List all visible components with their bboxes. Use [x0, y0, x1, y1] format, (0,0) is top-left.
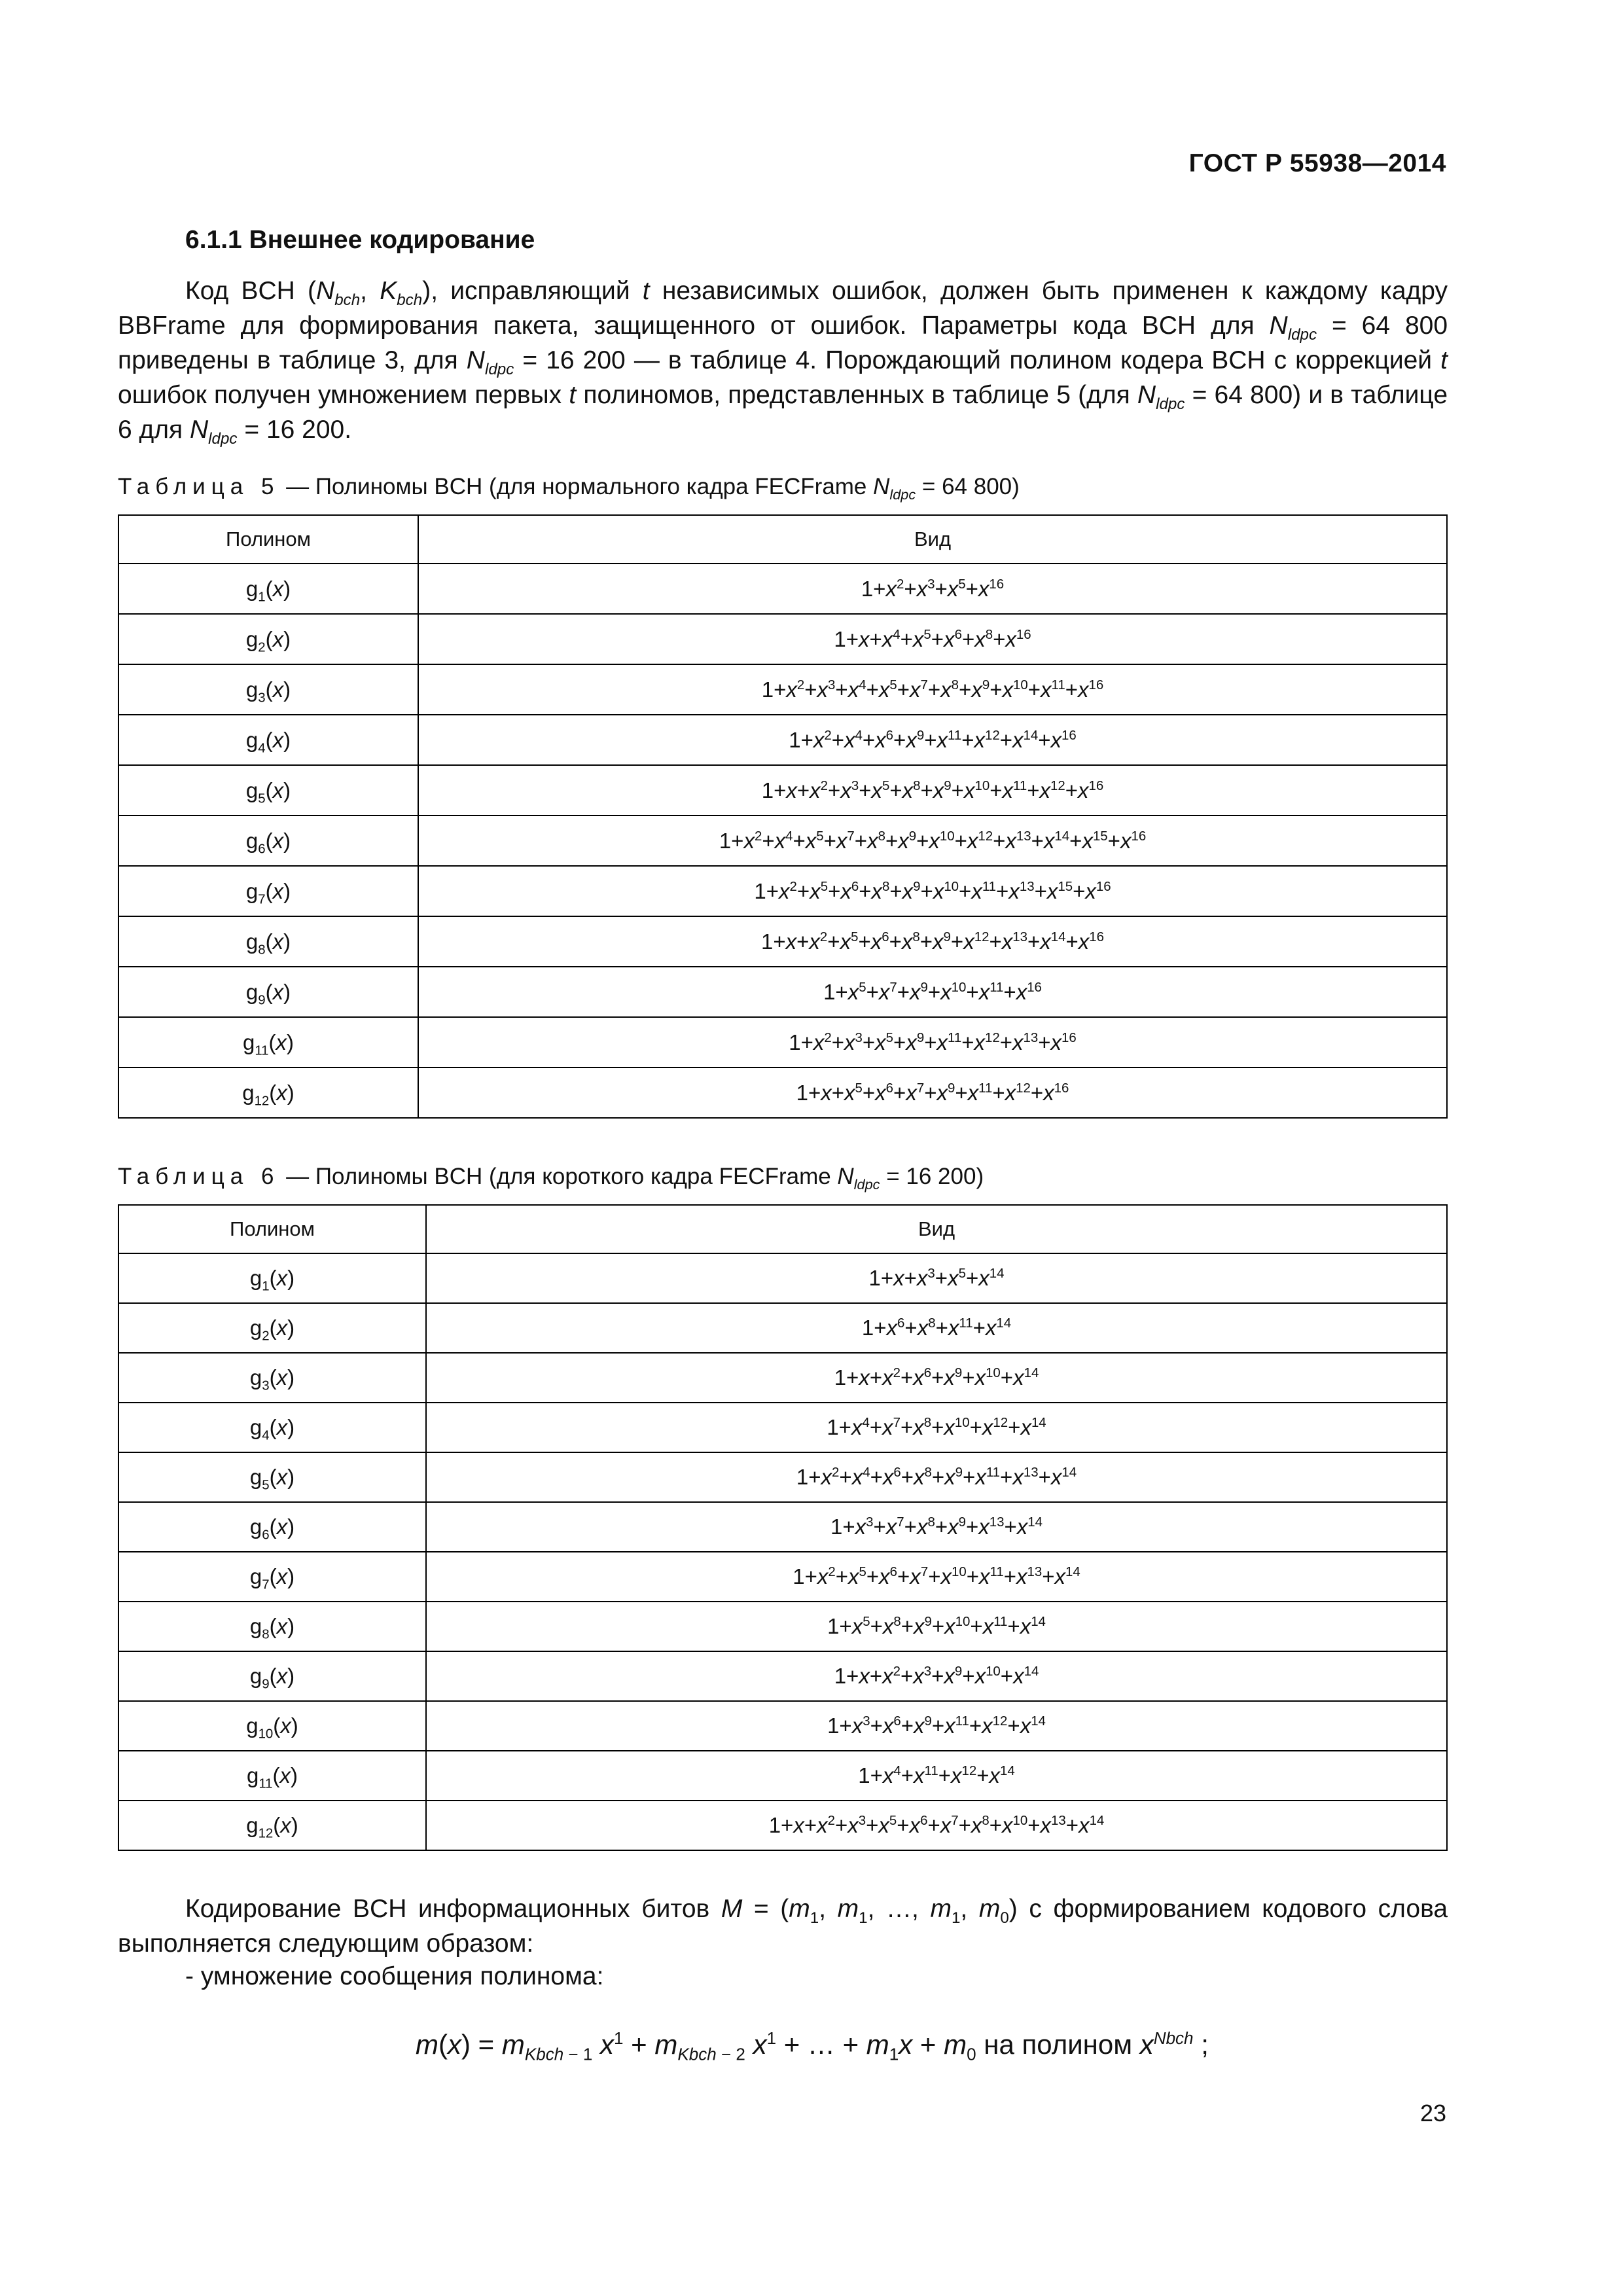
polynom-form-cell: $1+x^2+x^3+x^5+x^9+x^{11}+x^{12}+x^{13}+x^{16}$ — [418, 1017, 1447, 1067]
table-row — [118, 1602, 1447, 1651]
polynom-name-cell: $g_{12}(x)$ — [118, 1801, 426, 1850]
table-row — [118, 1353, 1447, 1403]
table-row — [118, 916, 1447, 967]
table-row — [118, 715, 1447, 765]
table-header-row — [118, 1205, 1447, 1253]
polynom-form-cell: $1+x+x^2+x^5+x^6+x^8+x^9+x^{12}+x^{13}+x^{14}+x^{16}$ — [418, 916, 1447, 967]
table-header-row — [118, 515, 1447, 564]
polynom-form-cell: $1+x+x^4+x^5+x^6+x^8+x^{16}$ — [418, 614, 1447, 664]
table5-body — [118, 564, 1447, 1118]
polynom-name-cell: $g_5(x)$ — [118, 765, 418, 816]
polynom-name-cell: $g_9(x)$ — [118, 967, 418, 1017]
table6-caption: Таблица 6 — Полиномы BCH (для короткого кадра FECFrame $N_{ldpc} = 16$ 200) — [118, 1164, 984, 1193]
table6-body — [118, 1253, 1447, 1850]
polynom-form-cell: $1+x^5+x^7+x^9+x^{10}+x^{11}+x^{16}$ — [418, 967, 1447, 1017]
polynom-form-cell: $1+x+x^3+x^5+x^{14}$ — [426, 1253, 1447, 1303]
polynom-form-cell: $1+x+x^2+x^3+x^5+x^6+x^7+x^8+x^{10}+x^{13}+x^{14}$ — [426, 1801, 1447, 1850]
polynom-form-cell: $1+x^4+x^{11}+x^{12}+x^{14}$ — [426, 1751, 1447, 1801]
polynom-form-cell: $1+x^5+x^8+x^9+x^{10}+x^{11}+x^{14}$ — [426, 1602, 1447, 1651]
polynom-form-cell: $1+x+x^2+x^3+x^5+x^8+x^9+x^{10}+x^{11}+x^{12}+x^{16}$ — [418, 765, 1447, 816]
intro-paragraph: Код BCH ($N_{bch}$, $K_{bch}$), исправляющий t независимых ошибок, должен быть применен к каждому кадру BBFrame для формирования пакета, защищенного от ошибок. Параметры кода BCH для $N_{ldpc} = 64$ 800 приведены в таблице 3, для $N_{ldpc} = 16$ 200 — в таблице 4. Порождающий полином кодера BCH с коррекцией t ошибок получен умножением первых t полиномов, представленных в таблице 5 (для $N_{ldpc} = 64$ 800) и в таблице 6 для $N_{ldpc} = 16$ 200. — [118, 277, 1448, 448]
table-row — [118, 564, 1447, 614]
page-number: 23 — [1419, 2100, 1446, 2126]
table-row — [118, 1751, 1447, 1801]
polynom-name-cell: $g_{11}(x)$ — [118, 1017, 418, 1067]
polynom-name-cell: $g_{10}(x)$ — [118, 1701, 426, 1751]
column-header-polynom: Полином — [118, 1205, 426, 1253]
table-row — [118, 1017, 1447, 1067]
formula: $m(x) = m_{Kbch - 1}$ $x^1 + m_{Kbch - 2}$ $x^1$ + … + $m_1x + m_0$ на полином $x^{Nbch}$ ; — [416, 2028, 1209, 2064]
polynom-form-cell: $1+x^6+x^8+x^{11}+x^{14}$ — [426, 1303, 1447, 1353]
polynom-form-cell: $1+x^3+x^7+x^8+x^9+x^{13}+x^{14}$ — [426, 1502, 1447, 1552]
polynom-form-cell: $1+x^2+x^3+x^5+x^{16}$ — [418, 564, 1447, 614]
polynom-name-cell: $g_8(x)$ — [118, 916, 418, 967]
table-row — [118, 1651, 1447, 1701]
table-row — [118, 664, 1447, 715]
table-row — [118, 1801, 1447, 1850]
polynom-name-cell: $g_8(x)$ — [118, 1602, 426, 1651]
polynom-name-cell: $g_7(x)$ — [118, 1552, 426, 1602]
polynom-name-cell: $g_6(x)$ — [118, 1502, 426, 1552]
table-row — [118, 1552, 1447, 1602]
polynom-name-cell: $g_5(x)$ — [118, 1452, 426, 1502]
table-row — [118, 1067, 1447, 1118]
polynom-name-cell: $g_3(x)$ — [118, 1353, 426, 1403]
polynom-form-cell: $1+x^2+x^4+x^6+x^8+x^9+x^{11}+x^{13}+x^{14}$ — [426, 1452, 1447, 1502]
polynom-form-cell: $1+x^4+x^7+x^8+x^{10}+x^{12}+x^{14}$ — [426, 1403, 1447, 1452]
polynom-name-cell: $g_4(x)$ — [118, 715, 418, 765]
polynom-name-cell: $g_1(x)$ — [118, 564, 418, 614]
table-row — [118, 1403, 1447, 1452]
list-item: - умножение сообщения полинома: — [185, 1962, 604, 1990]
table5 — [118, 514, 1448, 1119]
table6 — [118, 1204, 1448, 1851]
polynom-form-cell: $1+x+x^2+x^6+x^9+x^{10}+x^{14}$ — [426, 1353, 1447, 1403]
polynom-name-cell: $g_{12}(x)$ — [118, 1067, 418, 1118]
polynom-form-cell: $1+x^2+x^4+x^6+x^9+x^{11}+x^{12}+x^{14}+x^{16}$ — [418, 715, 1447, 765]
polynom-form-cell: $1+x^3+x^6+x^9+x^{11}+x^{12}+x^{14}$ — [426, 1701, 1447, 1751]
polynom-name-cell: $g_2(x)$ — [118, 614, 418, 664]
table-row — [118, 866, 1447, 916]
polynom-name-cell: $g_3(x)$ — [118, 664, 418, 715]
table-row — [118, 765, 1447, 816]
table-row — [118, 614, 1447, 664]
polynom-name-cell: $g_1(x)$ — [118, 1253, 426, 1303]
polynom-name-cell: $g_4(x)$ — [118, 1403, 426, 1452]
column-header-polynom: Полином — [118, 515, 418, 564]
polynom-form-cell: $1+x+x^5+x^6+x^7+x^9+x^{11}+x^{12}+x^{16}$ — [418, 1067, 1447, 1118]
column-header-form: Вид — [426, 1205, 1447, 1253]
section-title: 6.1.1 Внешнее кодирование — [185, 226, 535, 254]
outro-paragraph: Кодирование BCH информационных битов $M = (m_1$, $m_1$, …, $m_1$, $m_0$) с формированием кодового слова выполняется следующим образом: — [118, 1895, 1448, 1958]
table-row — [118, 1701, 1447, 1751]
table-row — [118, 1502, 1447, 1552]
table-row — [118, 1452, 1447, 1502]
polynom-name-cell: $g_7(x)$ — [118, 866, 418, 916]
table-row — [118, 816, 1447, 866]
polynom-name-cell: $g_{11}(x)$ — [118, 1751, 426, 1801]
polynom-name-cell: $g_6(x)$ — [118, 816, 418, 866]
polynom-form-cell: $1+x^2+x^4+x^5+x^7+x^8+x^9+x^{10}+x^{12}+x^{13}+x^{14}+x^{15}+x^{16}$ — [418, 816, 1447, 866]
table5-caption: Таблица 5 — Полиномы BCH (для нормального кадра FECFrame $N_{ldpc} = 64$ 800) — [118, 474, 1020, 503]
polynom-form-cell: $1+x^2+x^3+x^4+x^5+x^7+x^8+x^9+x^{10}+x^{11}+x^{16}$ — [418, 664, 1447, 715]
polynom-form-cell: $1+x^2+x^5+x^6+x^7+x^{10}+x^{11}+x^{13}+x^{14}$ — [426, 1552, 1447, 1602]
column-header-form: Вид — [418, 515, 1447, 564]
document-header: ГОСТ Р 55938—2014 — [1188, 149, 1446, 177]
table-row — [118, 967, 1447, 1017]
polynom-form-cell: $1+x+x^2+x^3+x^9+x^{10}+x^{14}$ — [426, 1651, 1447, 1701]
polynom-name-cell: $g_9(x)$ — [118, 1651, 426, 1701]
table-row — [118, 1303, 1447, 1353]
polynom-name-cell: $g_2(x)$ — [118, 1303, 426, 1353]
polynom-form-cell: $1+x^2+x^5+x^6+x^8+x^9+x^{10}+x^{11}+x^{13}+x^{15}+x^{16}$ — [418, 866, 1447, 916]
table-row — [118, 1253, 1447, 1303]
